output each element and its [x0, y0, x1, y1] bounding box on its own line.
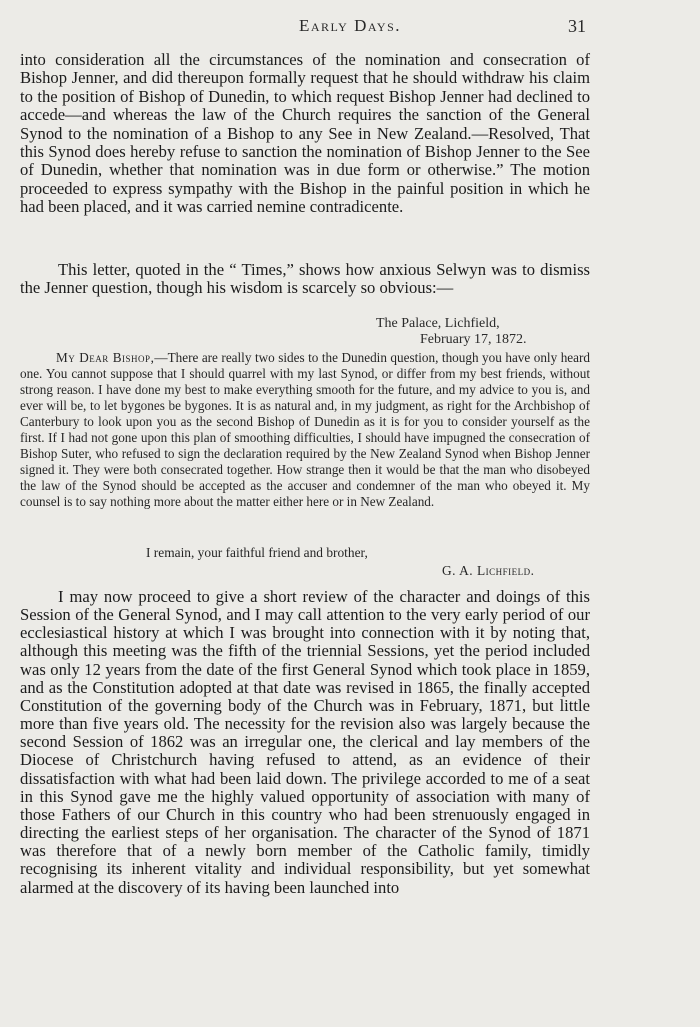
letter-salutation: My Dear Bishop,: [56, 350, 155, 365]
letter-text: —There are really two sides to the Dunedin question, though you have only heard one. You cannot suppose that I should quarrel with my last Synod, or differ from my best friends, without strong reason. I have done my best to make everything smooth for the future, and my advice to you is, and ever will be, to let bygones be bygones. It is as natural and, in my judgment, as right for the Archbishop of Canterbury to look upon you as the second Bishop of Dunedin as it is for you to consider yourself as the first. If I had not gone upon this plan of smoothing difficulties, I should have impugned the consecration of Bishop Suter, who refused to sign the declaration required by the New Zealand Synod when Bishop Jenner signed it. They were both consecrated together. How strange then it would be that the man who disobeyed the law of the Synod should be accepted as the accuser and condemner of the man who obeyed it. My counsel is to say nothing more about the matter either here or in New Zealand.: [20, 350, 590, 509]
paragraph-letter-intro: This letter, quoted in the “ Times,” shows how anxious Selwyn was to dismiss the Jenner question, though his wisdom is scarcely so obvious:—: [20, 260, 590, 298]
paragraph-synod-review: I may now proceed to give a short review of the character and doings of this Session of the General Synod, and I may call attention to the very early period of our ecclesiastical history at which I was brought into connection with it by noting that, although this meeting was the fifth of the triennial Sessions, yet the period included was only 12 years from the date of the first General Synod which took place in 1859, and as the Constitution adopted at that date was revised in 1865, the finally accepted Constitution of the governing body of the Church was in February, 1871, but little more than five years old. The necessity for the revision also was largely because the second Session of 1862 was an irregular one, the clerical and lay members of the Diocese of Christchurch having refused to attend, as an evidence of their dissatisfaction with what had been laid down. The privilege accorded to me of a seat in this Synod gave me the highly valued opportunity of association with many of those Fathers of our Church in this country who had been strenuously engaged in directing the earliest steps of her organisation. The character of the Synod of 1871 was therefore that of a newly born member of the Catholic family, timidly recognising its inherent vitality and individual responsibility, but yet somewhat alarmed at the discovery of its having been launched into: [20, 587, 590, 897]
running-title: Early Days.: [298, 16, 402, 35]
letter-signature: G. A. Lichfield.: [442, 563, 535, 578]
letter-closing: I remain, your faithful friend and brother,: [146, 545, 368, 560]
page-header: [0, 16, 700, 40]
page-number: 31: [568, 16, 586, 36]
letter-date: February 17, 1872.: [420, 332, 527, 347]
letter-address: The Palace, Lichfield,: [376, 316, 500, 331]
paragraph-resolution: into consideration all the circumstances of the nomination and consecration of Bishop Jenner, and did thereupon formally request that he should withdraw his claim to the position of Bishop of Dunedin, to which request Bishop Jenner had declined to accede—and whereas the law of the Church requires the sanction of the General Synod to the nomination of a Bishop to any See in New Zealand.—Resolved, That this Synod does hereby refuse to sanction the nomination of Bishop Jenner to the See of Dunedin, whether that nomination was in due form or otherwise.” The motion proceeded to express sympathy with the Bishop in the painful position in which he had been placed, and it was carried nemine contradicente.: [20, 50, 590, 217]
letter-body: [20, 350, 590, 510]
